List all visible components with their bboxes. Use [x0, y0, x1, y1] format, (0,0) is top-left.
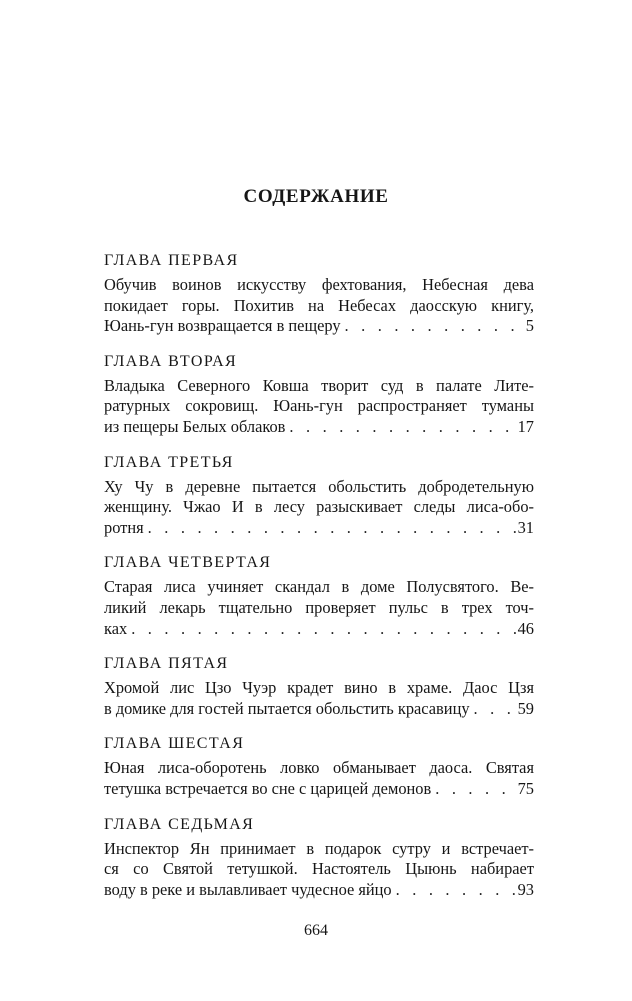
toc-entry — [104, 351, 534, 438]
chapter-summary — [104, 577, 534, 639]
chapter-summary — [104, 376, 534, 438]
chapter-heading: ГЛАВА ТРЕТЬЯ — [104, 453, 234, 471]
toc-entry — [104, 552, 534, 639]
page-number: 664 — [304, 922, 328, 939]
toc-entry — [104, 733, 534, 799]
summary-last-line — [104, 880, 534, 901]
summary-line: ратурных сокровищ. Юань-гун распространяет туманы — [104, 396, 534, 416]
summary-line: Обучив воинов искусству фехтования, Небесная дева — [104, 275, 534, 294]
summary-line: Юная лиса-оборотень ловко обманывает даоса. Святая — [104, 758, 534, 778]
chapter-summary — [104, 839, 534, 901]
chapter-heading: ГЛАВА ПЯТАЯ — [104, 655, 229, 673]
table-of-contents — [104, 250, 534, 914]
chapter-page-number: 59 — [517, 698, 534, 718]
summary-last-line — [104, 619, 534, 640]
summary-line: женщину. Чжао И в лесу разыскивает следы лиса-обо- — [104, 497, 534, 517]
toc-entry — [104, 653, 534, 719]
dot-leader — [341, 316, 516, 337]
summary-line: Хромой лис Цзо Чуэр крадет вино в храме. Даос Цзя — [104, 678, 534, 698]
dot-leader — [144, 518, 516, 539]
page-title: СОДЕРЖАНИЕ — [243, 186, 389, 207]
chapter-summary — [104, 758, 534, 799]
summary-line: ках — [104, 618, 128, 638]
summary-last-line — [104, 417, 534, 438]
chapter-page-number: 31 — [517, 517, 534, 537]
toc-entry — [104, 452, 534, 539]
summary-line: Старая лиса учиняет скандал в доме Полусвятого. Ве- — [104, 577, 534, 597]
chapter-summary — [104, 275, 534, 337]
chapter-heading: ГЛАВА ВТОРАЯ — [104, 352, 238, 370]
chapter-heading: ГЛАВА СЕДЬМАЯ — [104, 815, 255, 833]
summary-last-line — [104, 518, 534, 539]
chapter-page-number: 93 — [517, 879, 534, 899]
summary-line: ротня — [104, 517, 144, 537]
chapter-heading: ГЛАВА ПЕРВАЯ — [104, 252, 239, 269]
chapter-summary — [104, 678, 534, 719]
summary-line: воду в реке и вылавливает чудесное яйцо — [104, 879, 392, 899]
dot-leader — [392, 880, 516, 901]
chapter-page-number: 46 — [517, 618, 534, 638]
summary-line: Ху Чу в деревне пытается обольстить добродетельную — [104, 476, 534, 496]
summary-line: Инспектор Ян принимает в подарок сутру и встречает- — [104, 838, 534, 858]
dot-leader — [470, 699, 516, 720]
toc-entry — [104, 814, 534, 901]
dot-leader — [285, 417, 516, 438]
summary-last-line — [104, 316, 534, 337]
chapter-page-number: 5 — [525, 316, 534, 336]
summary-line: из пещеры Белых облаков — [104, 416, 286, 436]
summary-line: ликий лекарь тщательно проверяет пульс в трех точ- — [104, 597, 534, 617]
summary-line: покидает горы. Похитив на Небесах даосскую книгу, — [104, 295, 534, 315]
summary-line: ся со Святой тетушкой. Настоятель Цыюнь набирает — [104, 859, 534, 879]
toc-entry — [104, 250, 534, 337]
summary-last-line — [104, 699, 534, 720]
summary-line: Владыка Северного Ковша творит суд в палате Лите- — [104, 375, 534, 395]
chapter-page-number: 75 — [517, 778, 534, 798]
dot-leader — [127, 619, 516, 640]
dot-leader — [431, 779, 516, 800]
summary-line: Юань-гун возвращается в пещеру — [104, 316, 341, 336]
summary-line: в домике для гостей пытается обольстить красавицу — [104, 698, 470, 718]
chapter-heading: ГЛАВА ЧЕТВЕРТАЯ — [104, 554, 272, 572]
summary-last-line — [104, 779, 534, 800]
chapter-summary — [104, 477, 534, 539]
summary-line: тетушка встречается во сне с царицей демонов — [104, 778, 432, 798]
chapter-page-number: 17 — [517, 416, 534, 436]
chapter-heading: ГЛАВА ШЕСТАЯ — [104, 735, 245, 753]
